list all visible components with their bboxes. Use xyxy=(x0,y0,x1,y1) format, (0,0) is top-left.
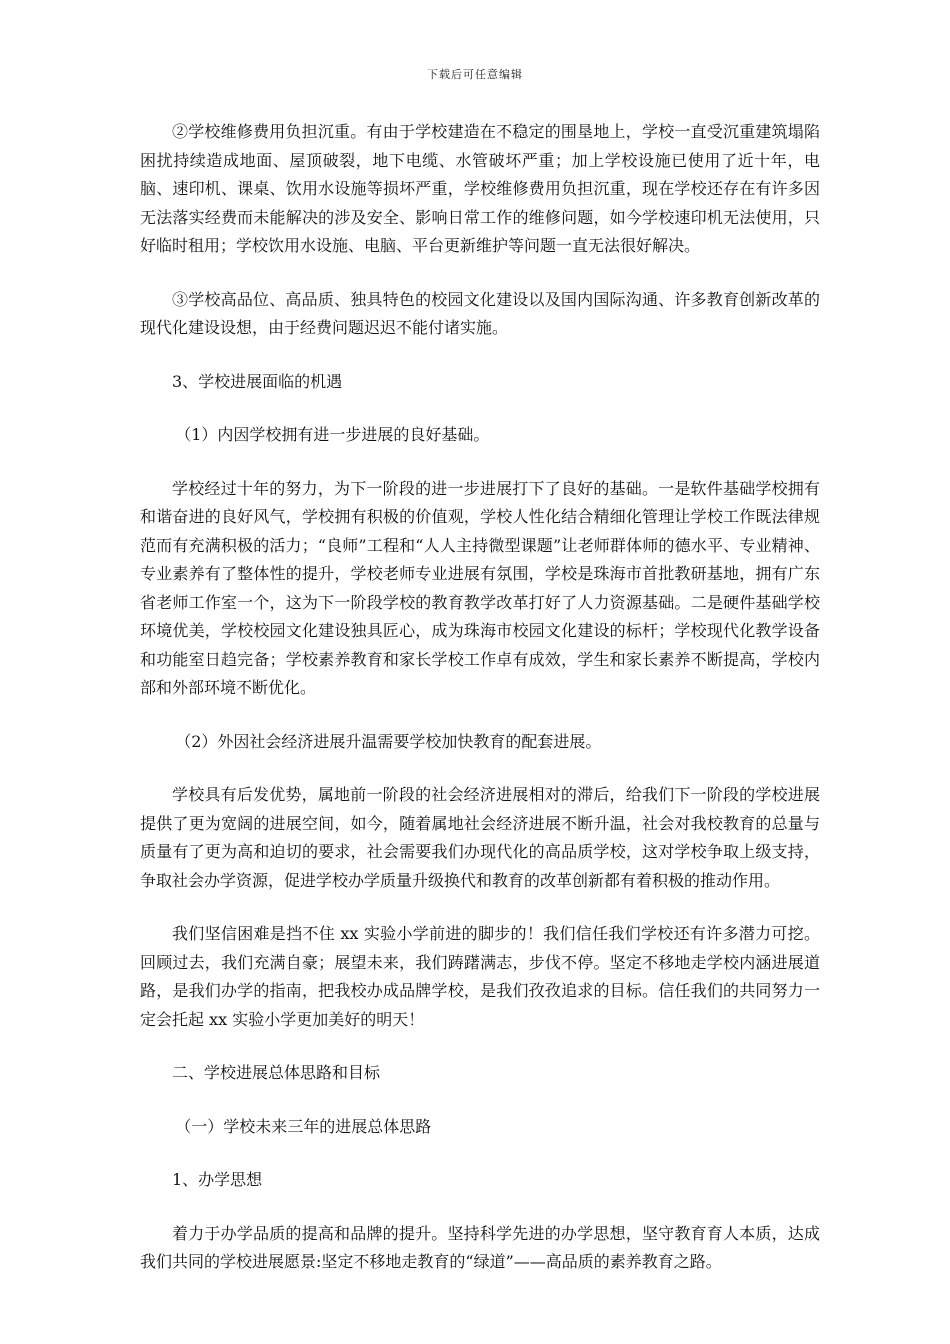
document-body xyxy=(140,118,820,1302)
subsection-heading: （1）内因学校拥有进一步进展的良好基础。 xyxy=(175,425,490,444)
paragraph: ②学校维修费用负担沉重。有由于学校建造在不稳定的围垦地上，学校一直受沉重建筑塌陷困扰持续造成地面、屋顶破裂，地下电缆、水管破坏严重；加上学校设施已使用了近十年，电脑、速印机、课桌、饮用水设施等损坏严重，学校维修费用负担沉重，现在学校还存在有许多因无法落实经费而未能解决的涉及安全、影响日常工作的维修问题，如今学校速印机无法使用，只好临时租用；学校饮用水设施、电脑、平台更新维护等问题一直无法很好解决。 xyxy=(140,122,820,255)
page-header: 下载后可任意编辑 xyxy=(427,68,523,81)
section-heading: 1、办学思想 xyxy=(172,1170,263,1189)
paragraph: ③学校高品位、高品质、独具特色的校园文化建设以及国内国际沟通、许多教育创新改革的现代化建设设想，由于经费问题迟迟不能付诸实施。 xyxy=(140,289,820,337)
section-heading: 3、学校进展面临的机遇 xyxy=(172,371,343,391)
paragraph: 我们坚信困难是挡不住 xx 实验小学前进的脚步的！我们信任我们学校还有许多潜力可挖。回顾过去，我们充满自豪；展望未来，我们踌躇满志，步伐不停。坚定不移地走学校内涵进展道路，是我们办学的指南，把我校办成品牌学校，是我们孜孜追求的目标。信任我们的共同努力一定会托起 xx 实验小学更加美好的明天！ xyxy=(140,924,820,1029)
paragraph: 学校经过十年的努力，为下一阶段的进一步进展打下了良好的基础。一是软件基础学校拥有和谐奋进的良好风气，学校拥有积极的价值观，学校人性化结合精细化管理让学校工作既法律规范而有充满积极的活力；“良师”工程和“人人主持微型课题”让老师群体师的德水平、专业精神、专业素养有了整体性的提升，学校老师专业进展有氛围，学校是珠海市首批教研基地，拥有广东省老师工作室一个，这为下一阶段学校的教育教学改革打好了人力资源基础。二是硬件基础学校环境优美，学校校园文化建设独具匠心，成为珠海市校园文化建设的标杆；学校现代化教学设备和功能室日趋完备；学校素养教育和家长学校工作卓有成效，学生和家长素养不断提高，学校内部和外部环境不断优化。 xyxy=(140,478,820,697)
paragraph: 学校具有后发优势，属地前一阶段的社会经济进展相对的滞后，给我们下一阶段的学校进展提供了更为宽阔的进展空间，如今，随着属地社会经济进展不断升温，社会对我校教育的总量与质量有了更为高和迫切的要求，社会需要我们办现代化的高品质学校，这对学校争取上级支持，争取社会办学资源，促进学校办学质量升级换代和教育的改革创新都有着积极的推动作用。 xyxy=(140,785,820,890)
paragraph: 着力于办学品质的提高和品牌的提升。坚持科学先进的办学思想，坚守教育育人本质，达成我们共同的学校进展愿景:坚定不移地走教育的“绿道”——高品质的素养教育之路。 xyxy=(140,1223,820,1271)
subsection-heading: （2）外因社会经济进展升温需要学校加快教育的配套进展。 xyxy=(175,731,602,751)
section-heading: 二、学校进展总体思路和目标 xyxy=(172,1063,381,1082)
subsection-heading: （一）学校未来三年的进展总体思路 xyxy=(175,1116,432,1136)
